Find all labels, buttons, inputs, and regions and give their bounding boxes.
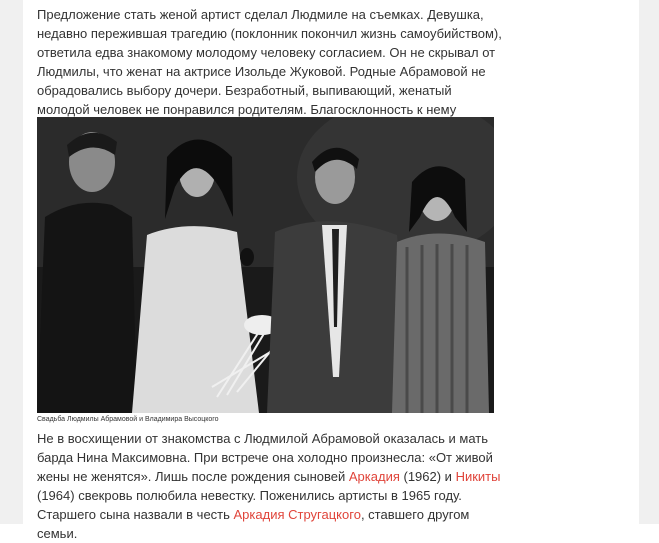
link-arkadiy-strugatsky[interactable]: Аркадия Стругацкого: [233, 507, 361, 522]
paragraph-bottom-text-4: , ставшего другом семьи.: [37, 507, 470, 541]
photo-caption: Свадьба Людмилы Абрамовой и Владимира Высоцкого: [37, 416, 219, 423]
paragraph-top: Предложение стать женой артист сделал Людмиле на съемках. Девушка, недавно пережившая трагедию (поклонник покончил жизнь самоубийством), ответила едва знакомому молодому человеку согласием. Он не скрывал от Людмилы, что женат на актрисе Изольде Жуковой. Родные Абрамовой не обрадовались выбору дочери. Безработный, выпивающий, женатый молодой человек не понравился родителям. Благосклонность к нему: [37, 7, 502, 117]
paragraph-bottom-text-2: (1962) и: [399, 469, 456, 484]
left-margin: [0, 0, 23, 524]
link-nikita[interactable]: Никиты: [455, 469, 501, 484]
link-arkadiy[interactable]: Аркадия: [348, 469, 400, 484]
right-margin: [639, 0, 659, 524]
paragraph-bottom-text-3: (1964) свекровь полюбила невестку. Поженились артисты в 1965 году. Старшего сына назвали в честь: [37, 488, 462, 522]
paragraph-bottom: [37, 429, 507, 543]
wedding-photo: [37, 117, 494, 413]
paragraph-bottom-text-1: Не в восхищении от знакомства с Людмилой Абрамовой оказалась и мать барда Нина Максимовна. При встрече она холодно произнесла: «От живой жены не женятся». Лишь после рождения сыновей: [37, 431, 493, 484]
